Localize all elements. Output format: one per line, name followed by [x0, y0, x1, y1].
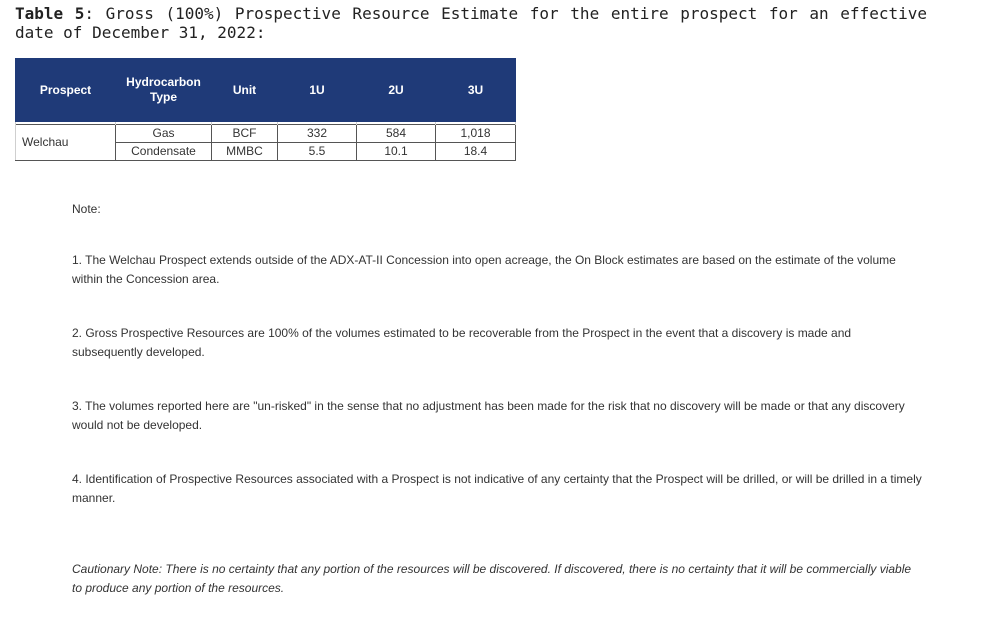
notes-label: Note: — [72, 202, 101, 216]
note-item-4: 4. Identification of Prospective Resources associated with a Prospect is not indicative of any certainty that the Prospect will be drilled, or will be drilled in a timely manner. — [72, 472, 922, 505]
hydrocarbon-type-cell: Gas — [116, 125, 212, 143]
prospect-name-cell: Welchau — [16, 125, 116, 161]
value-1u-cell: 5.5 — [278, 143, 357, 161]
header-3u: 3U — [436, 59, 516, 122]
value-3u-cell: 1,018 — [436, 125, 516, 143]
header-hydrocarbon-type: Hydrocarbon Type — [116, 59, 212, 122]
value-3u-cell: 18.4 — [436, 143, 516, 161]
header-unit: Unit — [212, 59, 278, 122]
table-caption-text: : Gross (100%) Prospective Resource Estimate for the entire prospect for an effective date of December 31, 2022: — [15, 4, 927, 42]
header-1u: 1U — [278, 59, 357, 122]
value-2u-cell: 10.1 — [357, 143, 436, 161]
hydrocarbon-type-cell: Condensate — [116, 143, 212, 161]
note-item-3: 3. The volumes reported here are "un-risked" in the sense that no adjustment has been made for the risk that no discovery will be made or that any discovery would not be developed. — [72, 399, 905, 432]
resource-table — [15, 58, 516, 161]
table-caption — [15, 4, 927, 42]
note-item-2: 2. Gross Prospective Resources are 100% of the volumes estimated to be recoverable from the Prospect in the event that a discovery is made and subsequently developed. — [72, 326, 852, 359]
value-2u-cell: 584 — [357, 125, 436, 143]
table-header-row — [16, 59, 516, 122]
table-row — [16, 125, 516, 143]
unit-cell: MMBC — [212, 143, 278, 161]
unit-cell: BCF — [212, 125, 278, 143]
header-2u: 2U — [357, 59, 436, 122]
note-item-1: 1. The Welchau Prospect extends outside of the ADX-AT-II Concession into open acreage, the On Block estimates are based on the estimate of the volume within the Concession area. — [72, 253, 896, 286]
table-caption-label: Table 5 — [15, 4, 85, 23]
value-1u-cell: 332 — [278, 125, 357, 143]
cautionary-note: Cautionary Note: There is no certainty that any portion of the resources will be discovered. If discovered, there is no certainty that it will be commercially viable to produce any portion of the resources. — [72, 562, 912, 595]
resource-table-container — [15, 58, 515, 161]
header-prospect: Prospect — [16, 59, 116, 122]
